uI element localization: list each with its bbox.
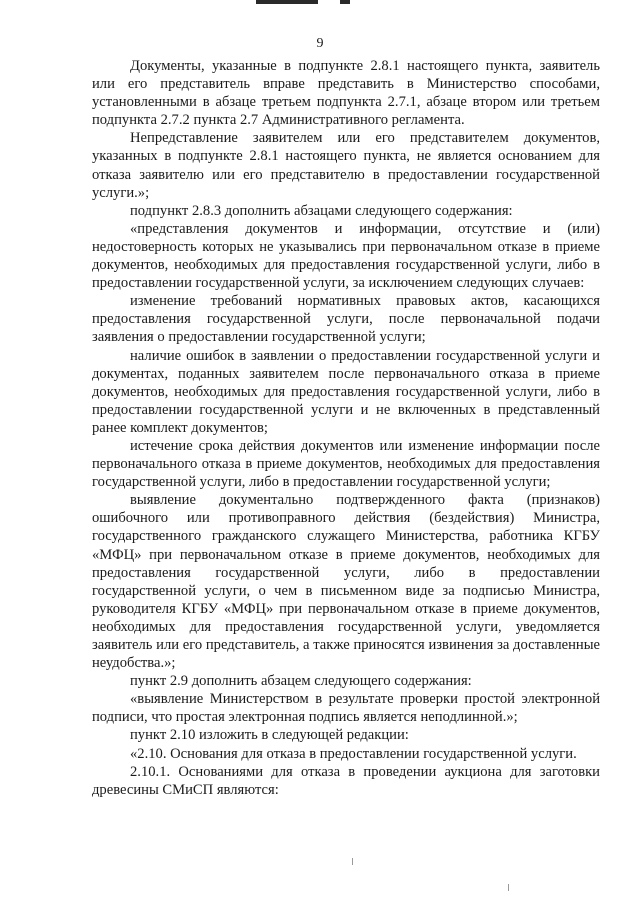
scan-artifact: [340, 0, 350, 4]
paragraph: пункт 2.9 дополнить абзацем следующего содержания:: [130, 673, 472, 690]
paragraph: изменение требований нормативных правовых актов, касающихся предоставления государственной услуги, после первоначальной подачи заявления о предоставлении государственной услуги;: [92, 293, 600, 346]
scan-artifact: [256, 0, 318, 4]
paragraph: «выявление Министерством в результате проверки простой электронной подписи, что простая электронная подпись является неподлинной.»;: [92, 691, 600, 726]
page-number: 9: [316, 36, 324, 51]
scan-speck: [508, 884, 509, 891]
document-body: [92, 57, 600, 799]
paragraph: наличие ошибок в заявлении о предоставлении государственной услуги и документах, поданных заявителем после первоначального отказа в приеме документов, необходимых для предоставления государственной услуги, либо в предоставлении государственной услуги и не включенных в представленный ранее комплект документов;: [92, 347, 600, 436]
paragraph: Документы, указанные в подпункте 2.8.1 настоящего пункта, заявитель или его представитель вправе представить в Министерство способами, установленными в абзаце третьем подпункта 2.7.1, абзаце втором или третьем подпункта 2.7.2 пункта 2.7 Административного регламента.: [92, 58, 600, 129]
paragraph: выявление документально подтвержденного факта (признаков) ошибочного или противоправного действия (бездействия) Министра, государственного гражданского служащего Министерства, работника КГБУ «МФЦ» при первоначальном отказе в приеме документов, необходимых для предоставления государственной услуги, либо в предоставлении государственной услуги, о чем в письменном виде за подписью Министра, руководителя КГБУ «МФЦ» при первоначальном отказе в приеме документов, необходимых для предоставления государственной услуги, уведомляется заявитель или его представитель, а также приносятся извинения за доставленные неудобства.»;: [92, 492, 600, 672]
paragraph: Непредставление заявителем или его представителем документов, указанных в подпункте 2.8.1 настоящего пункта, не является основанием для отказа заявителю или его представителю в предоставлении государственной услуги.»;: [92, 130, 600, 201]
paragraph: истечение срока действия документов или изменение информации после первоначального отказа в приеме документов, необходимых для предоставления государственной услуги, либо в предоставлении государственной услуги;: [92, 437, 600, 491]
paragraph: «2.10. Основания для отказа в предоставлении государственной услуги.: [130, 745, 577, 762]
scan-speck: [352, 858, 353, 865]
paragraph: пункт 2.10 изложить в следующей редакции:: [130, 727, 409, 744]
paragraph: «представления документов и информации, отсутствие и (или) недостоверность которых не указывались при первоначальном отказе в приеме документов, необходимых для предоставления государственной услуги, либо в предоставлении государственной услуги, за исключением следующих случаев:: [92, 220, 600, 292]
paragraph: 2.10.1. Основаниями для отказа в проведении аукциона для заготовки древесины СМиСП являются:: [92, 763, 600, 798]
paragraph: подпункт 2.8.3 дополнить абзацами следующего содержания:: [130, 202, 513, 219]
